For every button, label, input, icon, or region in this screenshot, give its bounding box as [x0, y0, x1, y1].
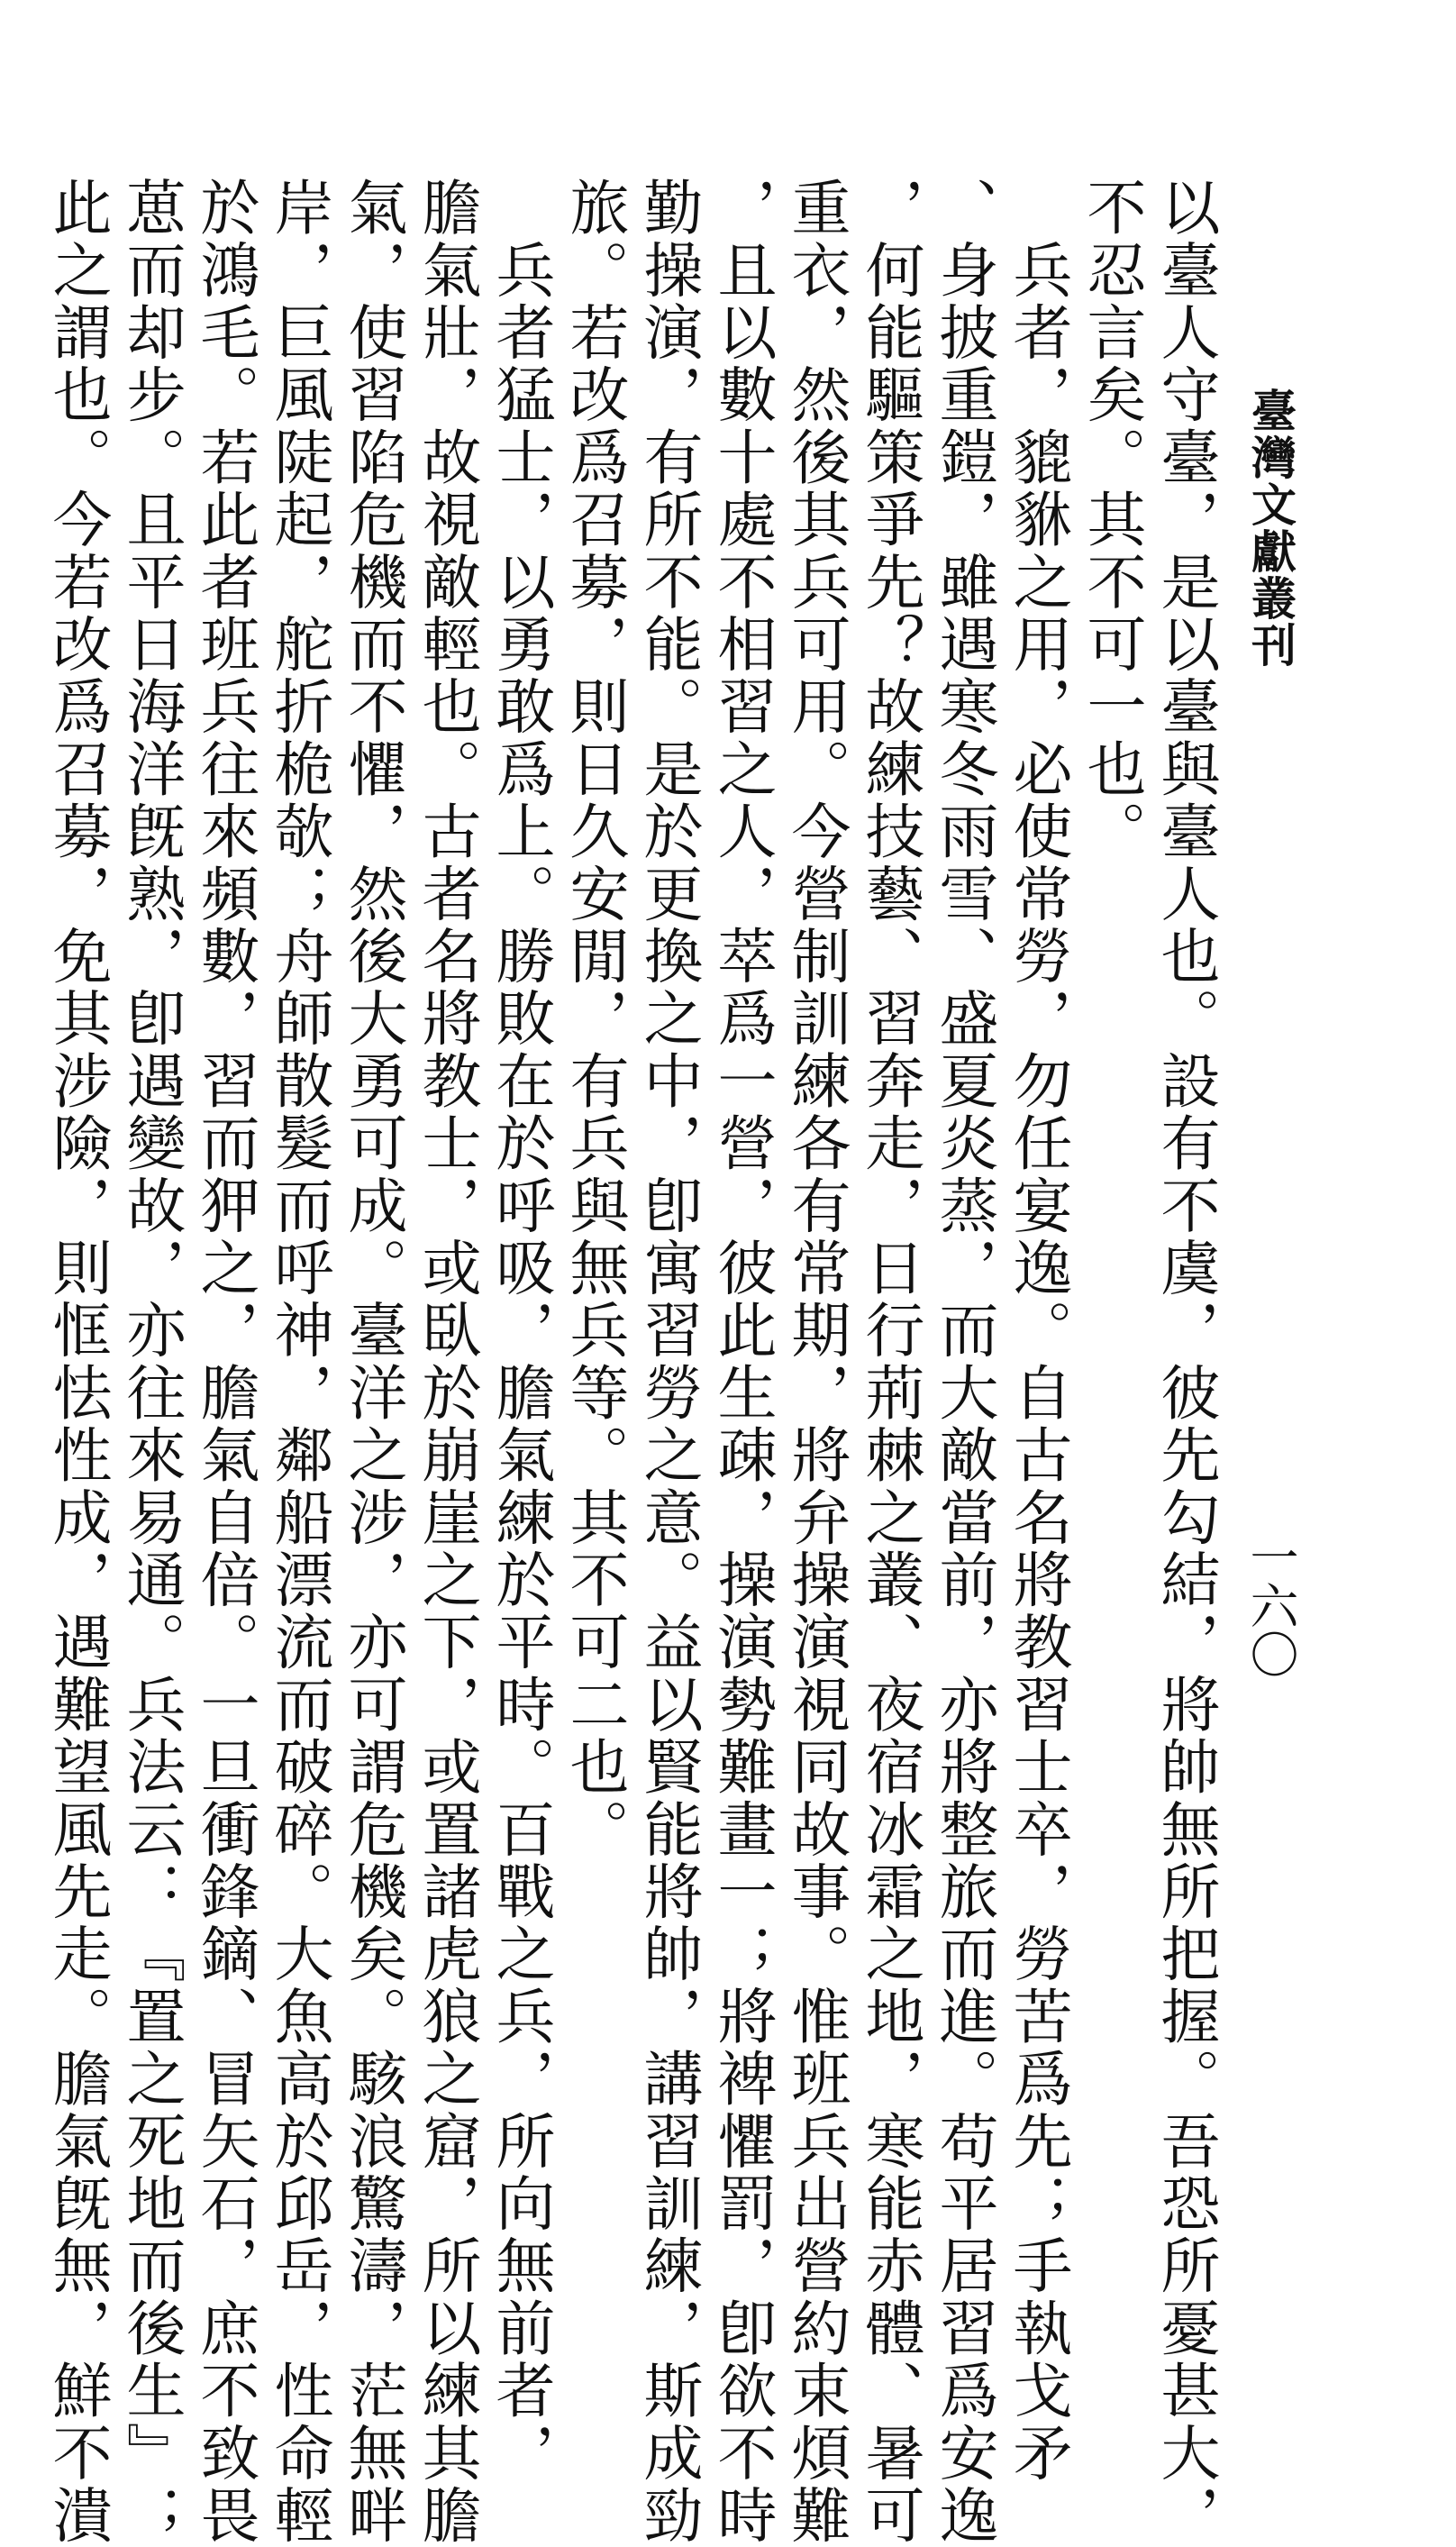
text-column: 重衣，然後其兵可用。今營制訓練各有常期，將弁操演視同故事。惟班兵出營約束煩難 [781, 177, 851, 2547]
text-column: ，何能驅策爭先？故練技藝、習奔走，日行荊棘之叢、夜宿冰霜之地，寒能赤體、暑可 [855, 177, 924, 2547]
text-column: 膽氣壯，故視敵輕也。古者名將教士，或臥於崩崖之下，或置諸虎狼之窟，所以練其膽 [412, 177, 481, 2547]
running-header: 臺灣文獻叢刊 [1244, 388, 1297, 669]
text-column: 兵者，貔貅之用，必使常勞，勿任宴逸。自古名將教習士卒，勞苦爲先；手執戈矛 [1003, 177, 1072, 2485]
text-column: 不忍言矣。其不可一也。 [1077, 177, 1146, 863]
page-number: 一六〇 [1242, 1532, 1299, 1678]
text-column: 岸，巨風陡起，舵折桅欹；舟師散髮而呼神，鄰船漂流而破碎。大魚高於邱岳，性命輕 [264, 177, 333, 2547]
text-column: 勤操演，有所不能。是於更換之中，卽寓習勞之意。益以賢能將帥，講習訓練，斯成勁 [633, 177, 703, 2547]
text-column: 氣，使習陷危機而不懼，然後大勇可成。臺洋之涉，亦可謂危機矣。駭浪驚濤，茫無畔 [338, 177, 407, 2547]
text-column: 以臺人守臺，是以臺與臺人也。設有不虞，彼先勾結，將帥無所把握。吾恐所憂甚大， [1151, 177, 1220, 2547]
text-column: ，且以數十處不相習之人，萃爲一營，彼此生疎，操演勢難畫一；將裨懼罰，卽欲不時 [707, 177, 777, 2547]
text-column: 、身披重鎧，雖遇寒冬雨雪、盛夏炎蒸，而大敵當前，亦將整旅而進。苟平居習爲安逸 [929, 177, 998, 2547]
body-text [40, 177, 1222, 2547]
text-column: 兵者猛士，以勇敢爲上。勝敗在於呼吸，膽氣練於平時。百戰之兵，所向無前者， [486, 177, 555, 2485]
text-column: 此之謂也。今若改爲召募，免其涉險，則恇怯性成，遇難望風先走。膽氣旣無，鮮不潰 [42, 177, 112, 2547]
text-column: 旅。若改爲召募，則日久安閒，有兵與無兵等。其不可二也。 [560, 177, 629, 1861]
text-column: 於鴻毛。若此者班兵往來頻數，習而狎之，膽氣自倍。一旦衝鋒鏑、冒矢石，庶不致畏 [190, 177, 259, 2547]
text-column: 葸而却步。且平日海洋旣熟，卽遇變故，亦往來易通。兵法云：『置之死地而後生』； [116, 177, 186, 2547]
